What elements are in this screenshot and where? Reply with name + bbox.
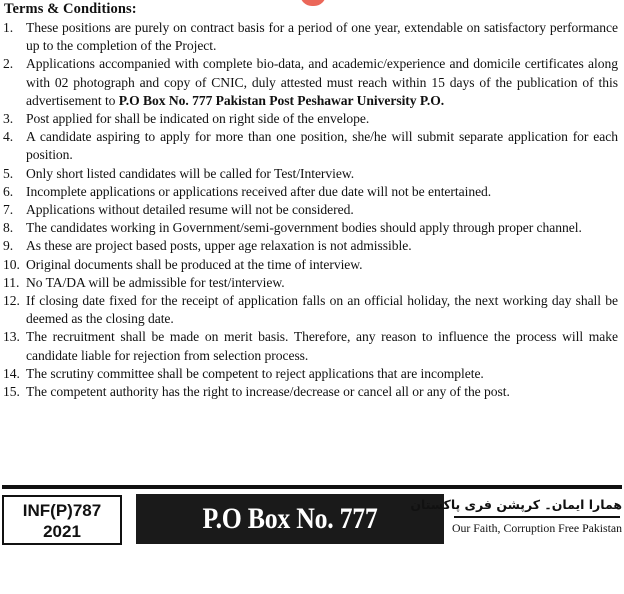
term-number: 7. [3, 202, 14, 218]
term-item [0, 219, 618, 237]
term-item [0, 365, 618, 383]
term-number: 8. [3, 220, 14, 236]
term-number: 5. [3, 165, 14, 181]
term-item [0, 55, 618, 110]
term-text: No TA/DA will be admissible for test/interview. [26, 274, 285, 290]
inf-year: 2021 [43, 522, 81, 541]
term-number: 1. [3, 20, 14, 35]
term-item [0, 110, 618, 128]
term-text: The competent authority has the right to increase/decrease or cancel all or any of the post. [26, 384, 510, 400]
term-number: 15. [3, 384, 20, 400]
term-text: These positions are purely on contract basis for a period of one year, extendable on satisfactory performance up to the completion of the Project. [26, 20, 618, 54]
term-number: 2. [3, 56, 14, 72]
term-text: Original documents shall be produced at the time of interview. [26, 256, 363, 272]
term-number: 13. [3, 329, 20, 345]
term-number: 3. [3, 111, 14, 127]
term-text: Incomplete applications or applications received after due date will not be entertained. [26, 183, 492, 199]
term-text: Applications accompanied with complete bio-data, and academic/experience and domicile certificates along with 02 photograph and copy of CNIC, duly attested must reach within 15 days of the publication of this advertisement to [26, 56, 618, 108]
term-item [0, 19, 618, 55]
term-text: The scrutiny committee shall be competent to reject applications that are incomplete. [26, 365, 484, 381]
term-text: The recruitment shall be made on merit basis. Therefore, any reason to influence the process will make candidate liable for rejection from selection process. [26, 329, 618, 363]
term-text: Applications without detailed resume will not be considered. [26, 202, 354, 218]
slogan-block [410, 495, 623, 536]
term-number: 10. [3, 256, 20, 272]
term-number: 9. [3, 238, 14, 254]
term-text: As these are project based posts, upper age relaxation is not admissible. [26, 238, 412, 254]
slogan-urdu: ھمارا ایمان۔ کرپشن فری پاکستان [410, 497, 622, 512]
slogan-english: Our Faith, Corruption Free Pakistan [452, 521, 623, 535]
term-bold-address: P.O Box No. 777 Pakistan Post Peshawar University P.O. [118, 92, 445, 108]
term-item [0, 328, 618, 364]
term-number: 6. [3, 183, 14, 199]
term-item [0, 165, 618, 183]
term-item [0, 201, 618, 219]
terms-heading: Terms & Conditions: [4, 1, 137, 17]
term-text: Only short listed candidates will be called for Test/Interview. [26, 165, 355, 181]
po-box-text: P.O Box No. 777 Peshawar [202, 502, 378, 585]
term-number: 4. [3, 129, 14, 145]
inf-code: INF(P)787 [22, 501, 102, 520]
term-item [0, 256, 618, 274]
term-item [0, 292, 618, 328]
term-text: A candidate aspiring to apply for more than one position, she/he will submit separate application for each position. [26, 129, 618, 163]
term-text: The candidates working in Government/semi-government bodies should apply through proper channel. [26, 220, 582, 236]
term-item [0, 274, 618, 292]
red-decoration [300, 0, 326, 6]
term-item [0, 383, 618, 401]
term-item [0, 128, 618, 164]
term-text: If closing date fixed for the receipt of application falls on an official holiday, the next working day shall be deemed as the closing date. [26, 293, 618, 327]
term-item [0, 237, 618, 255]
footer-divider [2, 485, 622, 489]
slogan-underline [454, 516, 620, 518]
po-box-banner [136, 494, 444, 585]
term-item [0, 183, 618, 201]
term-number: 14. [3, 365, 20, 381]
term-number: 11. [3, 274, 20, 290]
inf-code-box [2, 495, 122, 545]
term-number: 12. [3, 293, 20, 309]
term-text: Post applied for shall be indicated on right side of the envelope. [26, 111, 370, 127]
terms-list [0, 19, 618, 401]
